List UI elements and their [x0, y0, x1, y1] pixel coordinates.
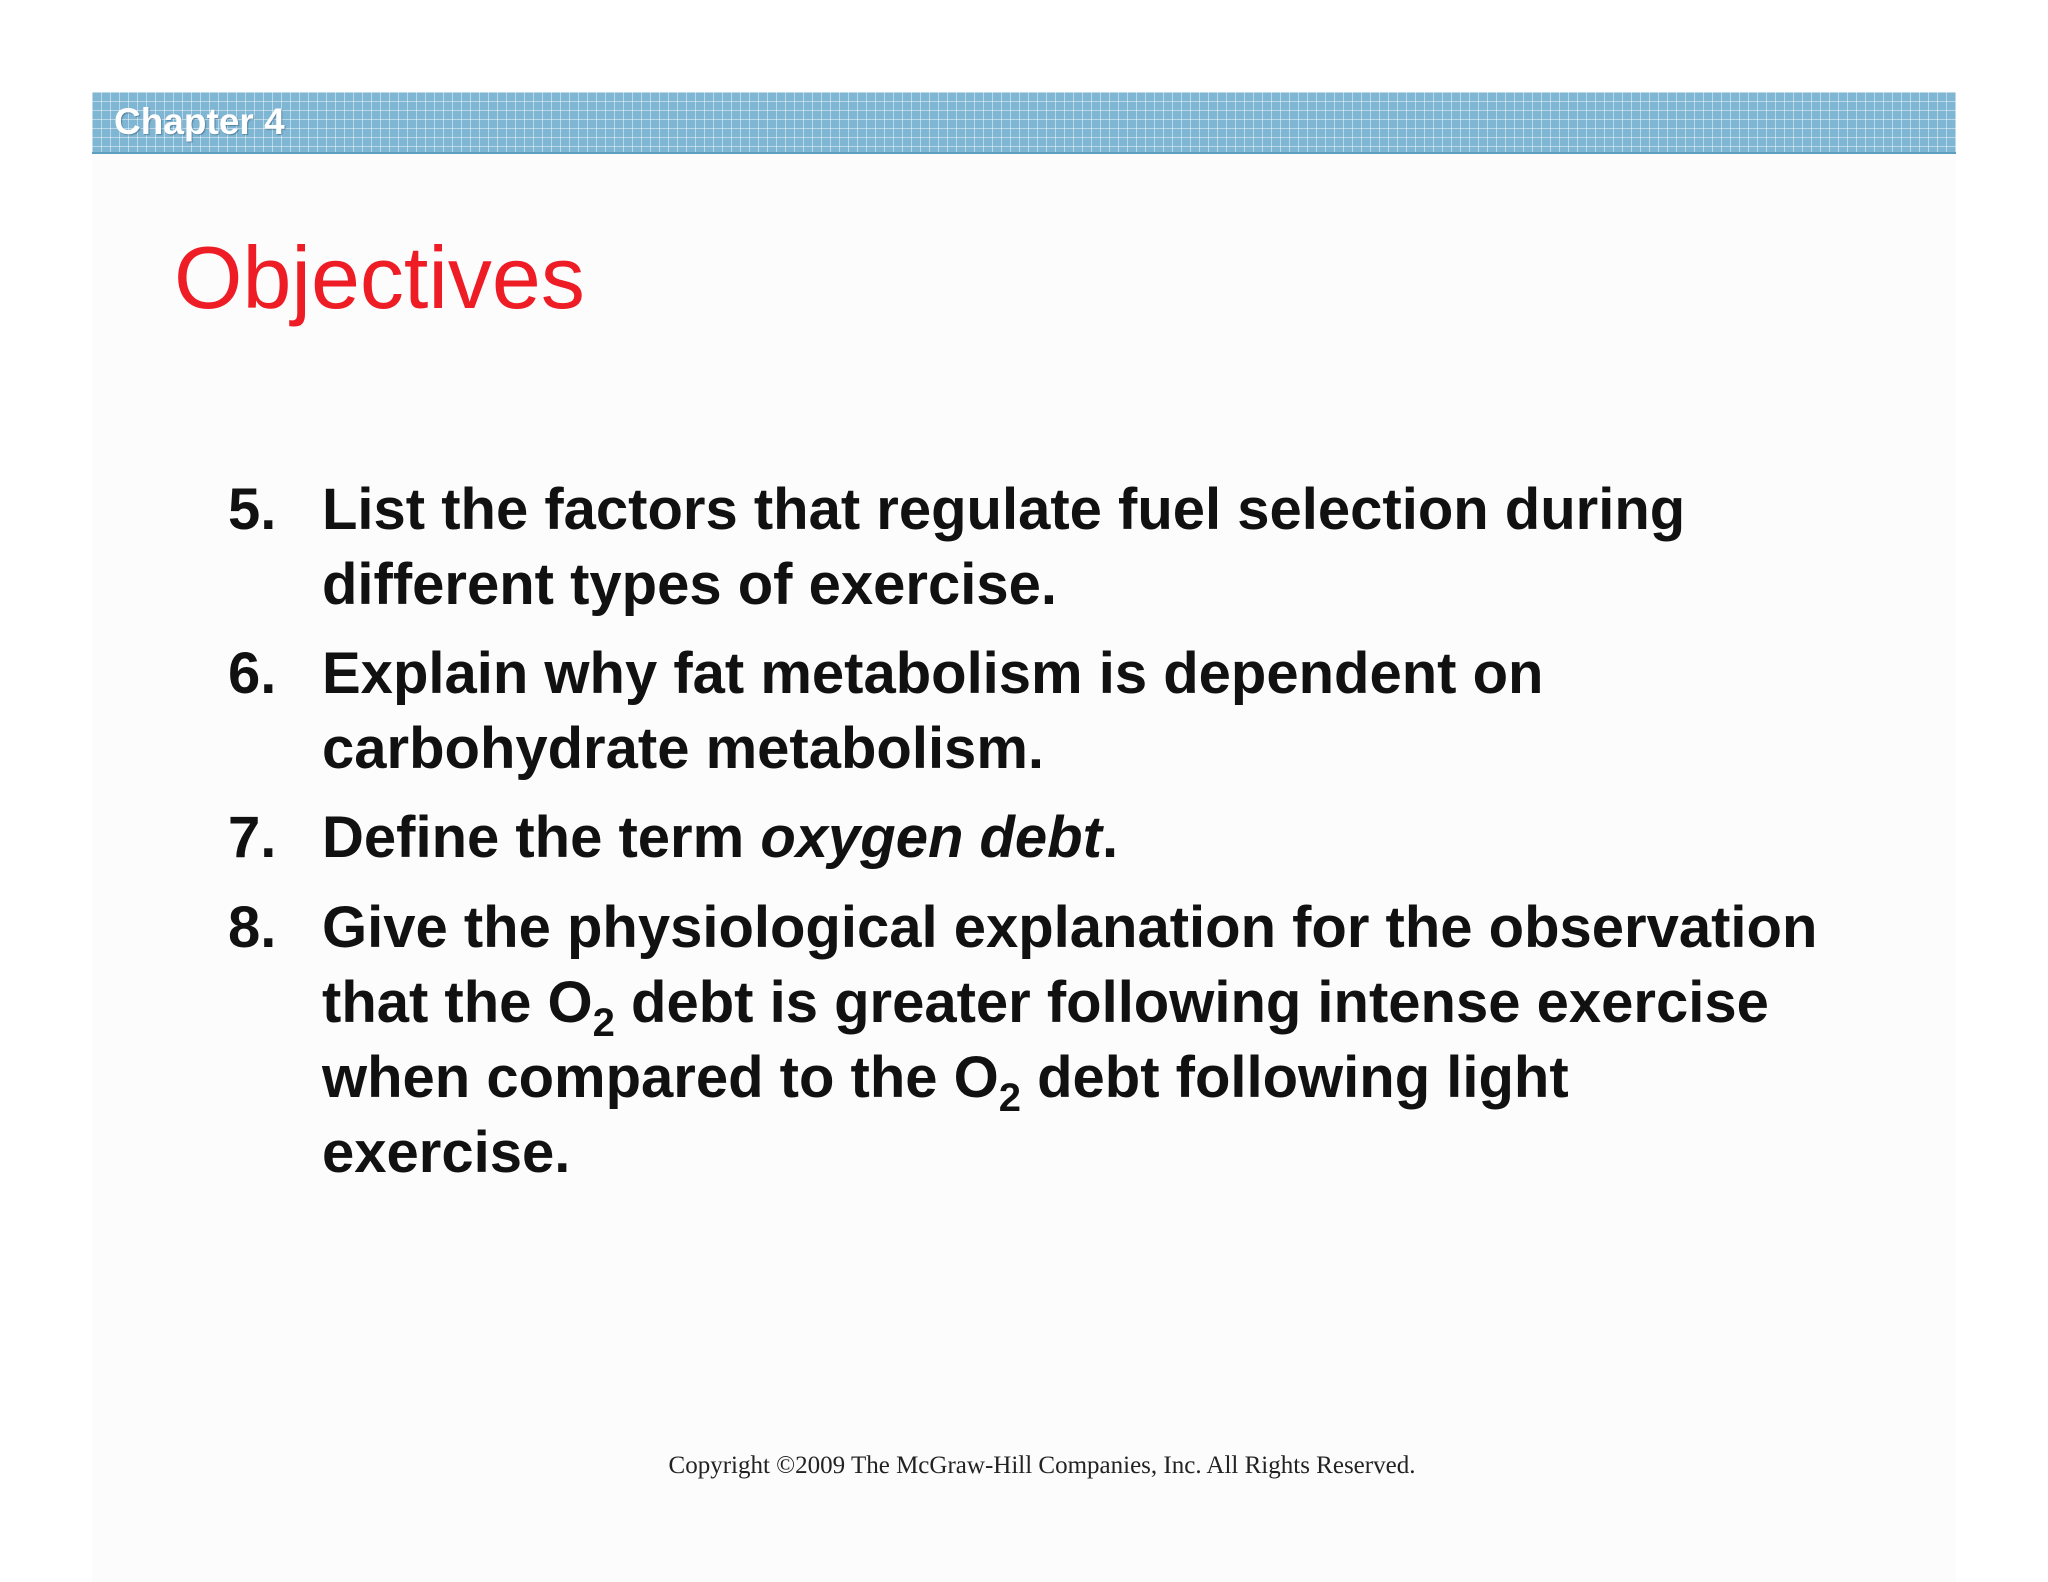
- page-title: Objectives: [174, 228, 585, 327]
- objective-item-5: [228, 472, 1828, 622]
- objective-text: [322, 890, 1828, 1190]
- copyright-notice: Copyright ©2009 The McGraw-Hill Companies, Inc. All Rights Reserved.: [668, 1452, 1416, 1479]
- objective-emphasis-term: oxygen debt: [760, 805, 1102, 870]
- subscript-2: 2: [998, 1076, 1021, 1120]
- objective-number: 5.: [228, 477, 277, 542]
- subscript-2: 2: [592, 1001, 615, 1045]
- objective-text: [322, 800, 1828, 875]
- objective-number: 6.: [228, 641, 277, 706]
- objective-text-before: Define the term: [322, 805, 761, 870]
- chapter-label: Chapter 4: [114, 101, 285, 142]
- objective-item-8: [228, 890, 1828, 1190]
- objective-item-6: [228, 636, 1828, 786]
- objective-text-part: Give the physiological explanation for the observation that the O: [322, 895, 1818, 1035]
- objective-number: 7.: [228, 805, 277, 870]
- objective-number: 8.: [228, 895, 277, 960]
- objective-item-7: [228, 800, 1828, 875]
- objective-text-part: debt is greater following intense exercise when compared to the O: [322, 970, 1769, 1110]
- chapter-header-bar: [92, 92, 1956, 154]
- objective-text-part: debt following light exercise.: [322, 1045, 1569, 1185]
- objective-text-after: .: [1101, 805, 1119, 870]
- objective-text: List the factors that regulate fuel selection during different types of exercise.: [322, 477, 1686, 617]
- objective-text: Explain why fat metabolism is dependent on carbohydrate metabolism.: [322, 641, 1544, 781]
